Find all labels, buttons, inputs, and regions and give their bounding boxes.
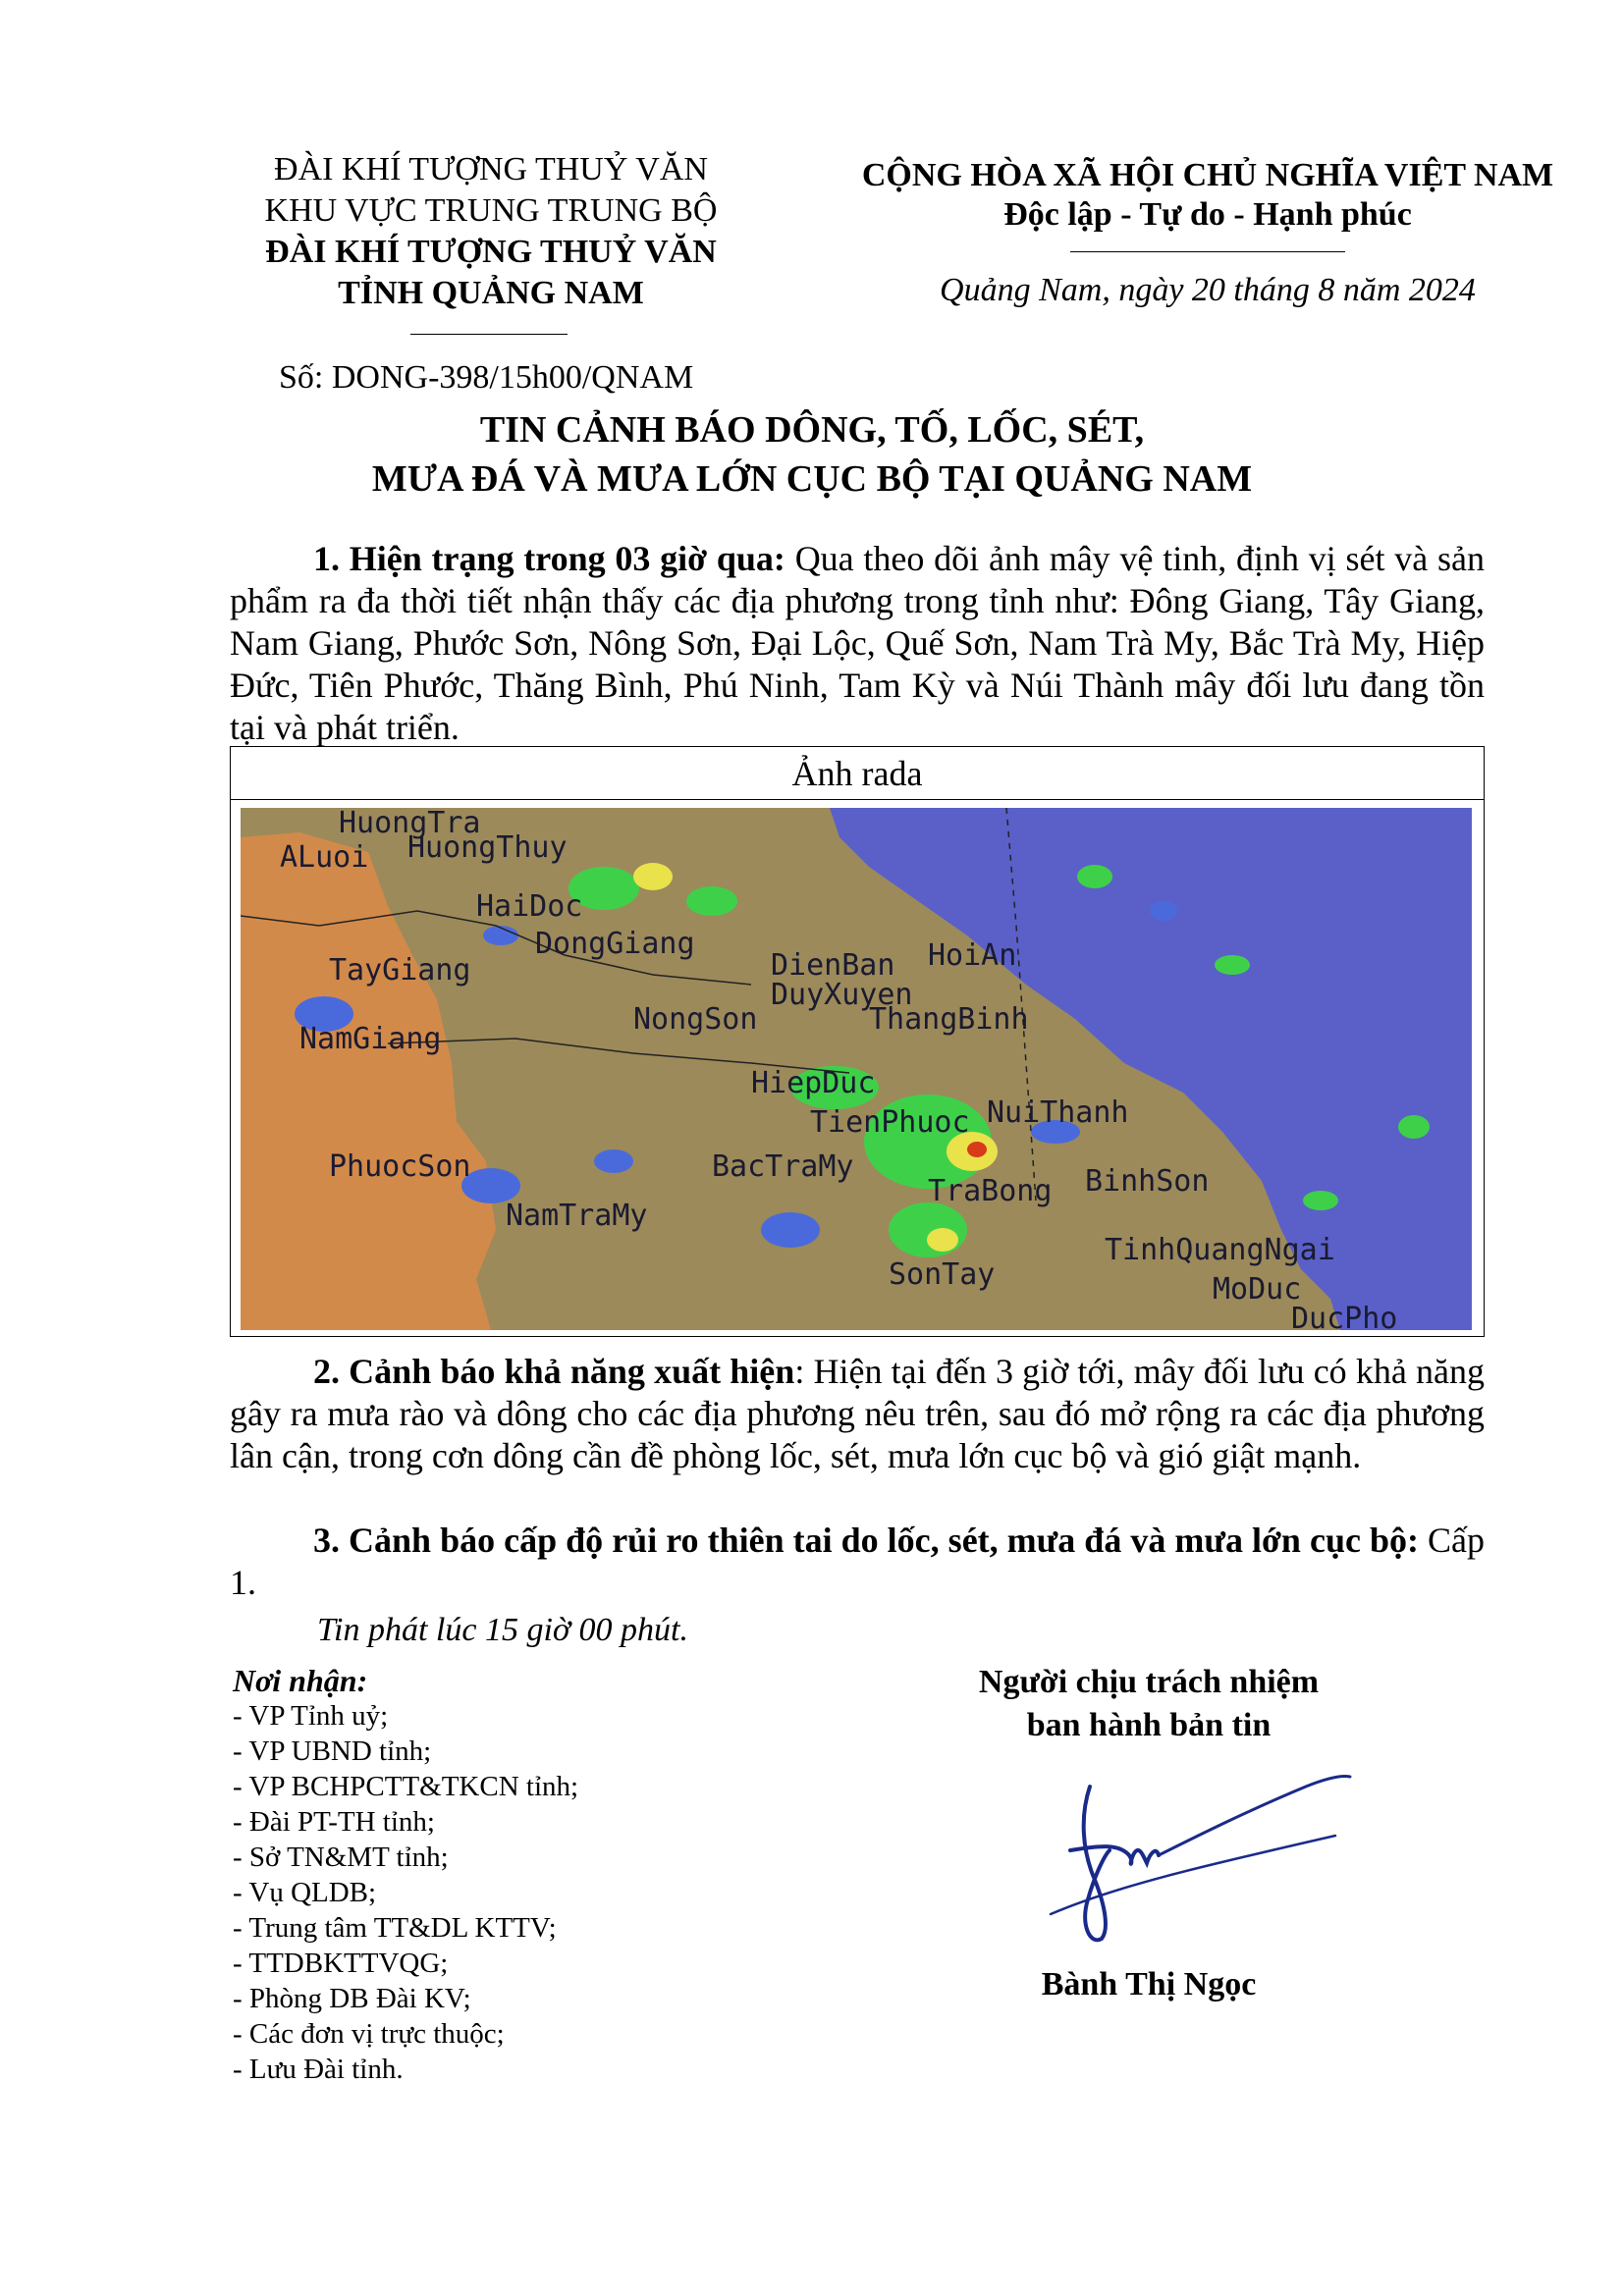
- recipient-item: - Lưu Đài tỉnh.: [233, 2054, 404, 2085]
- recipients-title: Nơi nhận:: [233, 1663, 368, 1698]
- agency-line-2: KHU VỰC TRUNG TRUNG BỘ: [264, 192, 718, 229]
- radar-label: SonTay: [889, 1257, 996, 1292]
- radar-label: DongGiang: [535, 927, 695, 961]
- radar-echo-cell: [1215, 955, 1250, 975]
- issue-date: Quảng Nam, ngày 20 tháng 8 năm 2024: [940, 272, 1476, 308]
- agency-line-4: TỈNH QUẢNG NAM: [338, 275, 644, 311]
- national-title: CỘNG HÒA XÃ HỘI CHỦ NGHĨA VIỆT NAM: [861, 157, 1554, 193]
- radar-label: ALuoi: [280, 840, 369, 875]
- recipient-item: - VP BCHPCTT&TKCN tỉnh;: [233, 1771, 579, 1802]
- section-3-label: 3. Cảnh báo cấp độ rủi ro thiên tai do lốc, sét, mưa đá và mưa lớn cục bộ:: [313, 1521, 1419, 1560]
- recipient-item: - Vụ QLDB;: [233, 1877, 377, 1908]
- recipient-item: - Trung tâm TT&DL KTTV;: [233, 1912, 557, 1944]
- radar-label: HiepDuc: [751, 1066, 876, 1100]
- recipient-item: - VP Tỉnh uỷ;: [233, 1700, 389, 1732]
- signer-title-line-2: ban hành bản tin: [1026, 1707, 1272, 1743]
- radar-label: ThangBinh: [869, 1002, 1029, 1037]
- agency-divider: [410, 334, 568, 335]
- section-2-label: 2. Cảnh báo khả năng xuất hiện: [313, 1352, 795, 1391]
- agency-line-3: ĐÀI KHÍ TƯỢNG THUỶ VĂN: [265, 234, 717, 270]
- radar-label: BinhSon: [1085, 1164, 1210, 1199]
- bulletin-title: [147, 405, 1477, 504]
- recipient-item: - Đài PT-TH tỉnh;: [233, 1806, 435, 1838]
- section-3: [230, 1520, 1485, 1604]
- radar-echo-cell: [927, 1228, 958, 1252]
- bulletin-title-line-1: TIN CẢNH BÁO DÔNG, TỐ, LỐC, SÉT,: [479, 409, 1145, 451]
- radar-label: PhuocSon: [329, 1149, 471, 1184]
- radar-echo-cell: [1077, 865, 1112, 888]
- recipient-item: - VP UBND tỉnh;: [233, 1735, 432, 1767]
- recipient-item: - TTDBKTTVQG;: [233, 1948, 449, 1979]
- radar-label: TayGiang: [329, 953, 471, 988]
- radar-label: BacTraMy: [712, 1149, 854, 1184]
- radar-label: NongSon: [633, 1002, 758, 1037]
- national-motto: Độc lập - Tự do - Hạnh phúc: [1003, 196, 1412, 233]
- radar-label: HuongTra: [339, 808, 481, 840]
- radar-label: HuongThuy: [407, 830, 568, 865]
- radar-echo-cell: [1398, 1115, 1430, 1139]
- radar-caption: Ảnh rada: [231, 747, 1484, 800]
- radar-echo-cell: [483, 926, 518, 945]
- radar-label: NamTraMy: [506, 1199, 648, 1233]
- radar-label: MoDuc: [1213, 1272, 1302, 1307]
- radar-echo-cell: [967, 1142, 987, 1157]
- radar-label: TinhQuangNgai: [1105, 1233, 1335, 1267]
- radar-label: NamGiang: [299, 1022, 442, 1056]
- section-1-text: Qua theo dõi ảnh mây vệ tinh, định vị sét và sản phẩm ra đa thời tiết nhận thấy các địa phương trong tỉnh như: Đông Giang, Tây Giang, Nam Giang, Phước Sơn, Nông Sơn, Đại Lộc, Quế Sơn, Nam Trà My, Bắc Trà My, Hiệp Đức, Tiên Phước, Thăng Bình, Phú Ninh, Tam Kỳ và Núi Thành mây đối lưu đang tồn tại và phát triển.: [230, 539, 1485, 747]
- radar-map: [241, 808, 1472, 1330]
- radar-echo-cell: [1150, 901, 1177, 921]
- section-3-text: Cấp 1.: [230, 1521, 1485, 1602]
- radar-label: HaiDoc: [476, 889, 583, 924]
- agency-header: [245, 149, 736, 314]
- radar-figure: [230, 746, 1485, 1337]
- radar-echo-cell: [633, 863, 673, 890]
- radar-label: TraBong: [928, 1174, 1053, 1208]
- motto-divider: [1070, 251, 1345, 252]
- radar-echo-cell: [594, 1149, 633, 1173]
- bulletin-title-line-2: MƯA ĐÁ VÀ MƯA LỚN CỤC BỘ TẠI QUẢNG NAM: [371, 458, 1253, 500]
- section-1-label: 1. Hiện trạng trong 03 giờ qua:: [313, 539, 785, 578]
- section-1: [230, 538, 1485, 749]
- signature-block: [913, 1661, 1384, 1747]
- document-number: Số: DONG-398/15h00/QNAM: [279, 359, 694, 396]
- section-2-text: : Hiện tại đến 3 giờ tới, mây đối lưu có khả năng gây ra mưa rào và dông cho các địa phương nêu trên, sau đó mở rộng ra các địa phương lân cận, trong cơn dông cần đề phòng lốc, sét, mưa lớn cục bộ và gió giật mạnh.: [230, 1352, 1486, 1475]
- signer-title-line-1: Người chịu trách nhiệm: [978, 1664, 1320, 1700]
- radar-label: TienPhuoc: [810, 1105, 970, 1140]
- radar-image: [241, 808, 1472, 1330]
- radar-echo-cell: [686, 886, 737, 916]
- signer-name: Bành Thị Ngọc: [1041, 1966, 1257, 2002]
- recipient-item: - Các đơn vị trực thuộc;: [233, 2018, 505, 2050]
- radar-echo-cell: [1303, 1191, 1338, 1210]
- section-2: [230, 1351, 1485, 1477]
- agency-line-1: ĐÀI KHÍ TƯỢNG THUỶ VĂN: [274, 151, 708, 187]
- issued-time: Tin phát lúc 15 giờ 00 phút.: [317, 1612, 689, 1648]
- radar-label: HoiAn: [928, 938, 1017, 973]
- radar-echo-cell: [889, 1202, 967, 1257]
- radar-label: DucPho: [1291, 1302, 1398, 1330]
- radar-echo-cell: [761, 1212, 820, 1248]
- handwritten-signature: [1011, 1757, 1365, 1953]
- radar-label: DienBan: [771, 948, 895, 983]
- recipients: [233, 1663, 822, 2087]
- recipient-item: - Sở TN&MT tỉnh;: [233, 1842, 449, 1873]
- recipient-item: - Phòng DB Đài KV;: [233, 1983, 471, 2014]
- radar-label: DuyXuyen: [771, 978, 913, 1012]
- radar-label: NuiThanh: [987, 1095, 1129, 1130]
